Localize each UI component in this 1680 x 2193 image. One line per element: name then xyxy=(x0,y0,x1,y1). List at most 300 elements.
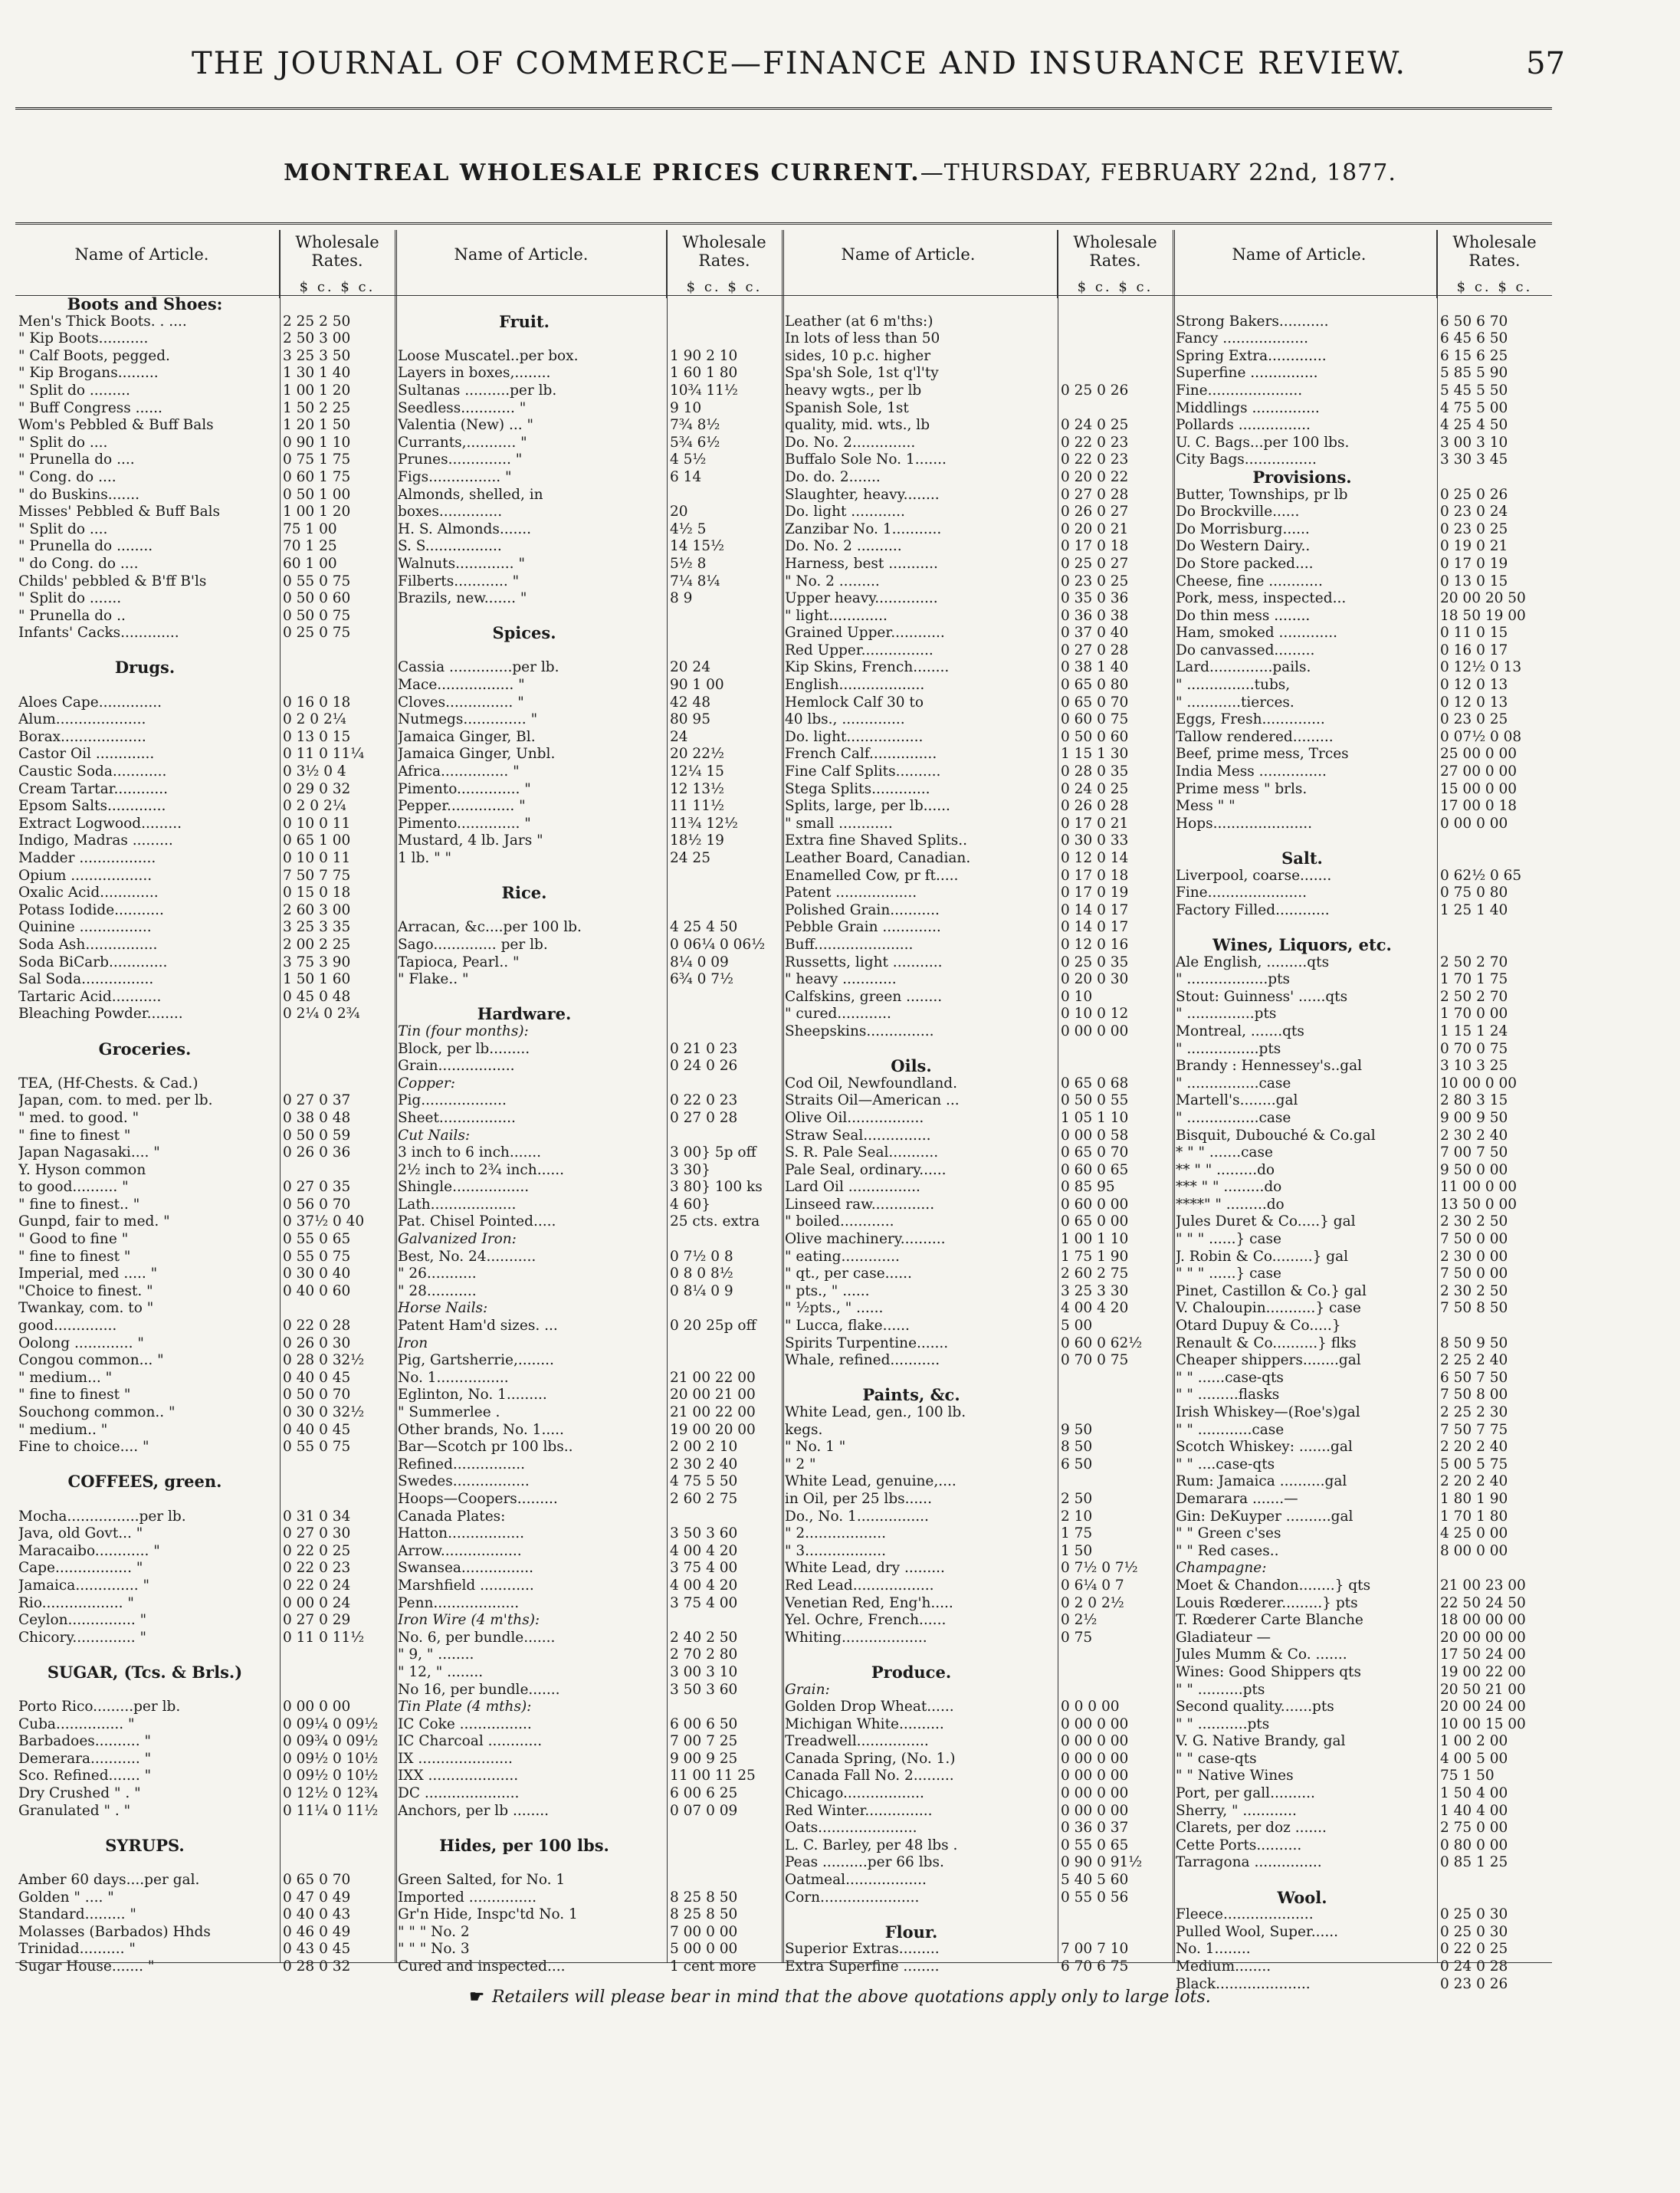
price-row xyxy=(782,504,1173,521)
article-name: Best, No. 24........... xyxy=(398,1248,536,1265)
price-row xyxy=(395,1612,782,1630)
price-row xyxy=(1173,1179,1552,1197)
price-row xyxy=(15,711,395,729)
article-rate: 0 25 0 75 xyxy=(283,625,351,642)
article-name: Tin (four months): xyxy=(398,1023,529,1039)
article-rate: 0 12½ 0 13 xyxy=(1440,659,1522,676)
article-rate: 0 09½ 0 10½ xyxy=(283,1750,379,1767)
section-heading xyxy=(15,1664,395,1682)
article-rate: 1 15 1 30 xyxy=(1061,746,1129,763)
article-name: " " ......case-qts xyxy=(1176,1369,1284,1386)
article-name: Gunpd, fair to med. " xyxy=(18,1213,170,1230)
section-heading-text: COFFEES, green. xyxy=(67,1473,222,1491)
price-row xyxy=(1173,1509,1552,1526)
price-row xyxy=(15,729,395,747)
article-rate: 21 00 23 00 xyxy=(1440,1577,1526,1594)
article-rate: 0 29 0 32 xyxy=(283,780,351,797)
article-name: " Cong. do .... xyxy=(18,468,116,485)
price-row xyxy=(395,1300,782,1318)
article-rate: 0 22 0 23 xyxy=(283,1560,351,1577)
article-name: Cream Tartar............ xyxy=(18,780,169,797)
article-rate: 12 13½ xyxy=(670,780,724,797)
article-name: White Lead, dry ......... xyxy=(785,1560,945,1577)
article-rate: 0 17 0 18 xyxy=(1061,538,1129,555)
article-name: Infants' Cacks............. xyxy=(18,625,179,642)
price-row xyxy=(15,832,395,850)
article-rate: 2 60 3 00 xyxy=(283,901,351,918)
article-rate: 2 20 2 40 xyxy=(1440,1473,1508,1490)
article-rate: 2 30 2 40 xyxy=(1440,1127,1508,1144)
price-row xyxy=(1173,1110,1552,1128)
article-name: " ...............pts xyxy=(1176,1006,1277,1023)
article-name: Harness, best ........... xyxy=(785,555,938,572)
article-name: ****" " .........do xyxy=(1176,1196,1285,1213)
price-column-4 xyxy=(1173,230,1552,1992)
price-row xyxy=(782,625,1173,642)
article-rate: 7¾ 8½ xyxy=(670,417,720,434)
article-rate: 1 75 1 90 xyxy=(1061,1248,1129,1265)
wholesale-rates-header: Wholesale Rates. $ c. $ c. xyxy=(666,230,782,298)
price-row xyxy=(782,659,1173,677)
article-name: Fleece.................... xyxy=(1176,1906,1314,1923)
article-rate: 0 28 0 32 xyxy=(283,1958,351,1975)
price-row xyxy=(395,832,782,850)
article-name: Ceylon............... " xyxy=(18,1612,147,1629)
price-row xyxy=(395,1733,782,1751)
article-rate: 1 30 1 40 xyxy=(283,365,351,382)
article-name: Medium........ xyxy=(1176,1958,1271,1975)
article-rate: 0 3½ 0 4 xyxy=(283,763,346,780)
column-header xyxy=(782,230,1173,296)
article-name: Extra Superfine ........ xyxy=(785,1958,940,1975)
article-rate: 0 00 0 58 xyxy=(1061,1127,1129,1144)
article-name: Golden Drop Wheat...... xyxy=(785,1699,954,1715)
price-row xyxy=(782,1439,1173,1456)
price-row xyxy=(782,1751,1173,1768)
price-row xyxy=(395,937,782,954)
price-row xyxy=(15,798,395,816)
article-name: Mocha................per lb. xyxy=(18,1508,186,1525)
price-row xyxy=(782,1525,1173,1543)
article-name: " Lucca, flake...... xyxy=(785,1318,910,1335)
article-rate: 0 2 0 2½ xyxy=(1061,1594,1124,1611)
article-rate: 9 50 0 00 xyxy=(1440,1161,1508,1178)
article-rate: 0 2½ xyxy=(1061,1612,1098,1629)
article-rate: 11¾ 12½ xyxy=(670,815,738,832)
article-name: 2½ inch to 2¾ inch...... xyxy=(398,1161,564,1178)
article-rate: 42 48 xyxy=(670,694,710,711)
price-row xyxy=(1173,1577,1552,1595)
article-name: Do canvassed......... xyxy=(1176,642,1315,658)
article-rate: 8 25 8 50 xyxy=(670,1889,738,1906)
article-name: Potass Iodide........... xyxy=(18,901,164,918)
price-row xyxy=(1173,487,1552,504)
article-name: English................... xyxy=(785,677,925,694)
price-row xyxy=(395,451,782,469)
price-row xyxy=(1173,1128,1552,1145)
price-row xyxy=(15,1162,395,1180)
article-rate: 3 25 3 50 xyxy=(283,347,351,364)
price-row xyxy=(782,1785,1173,1803)
article-name: S. S................. xyxy=(398,538,502,555)
price-row xyxy=(15,330,395,348)
price-row xyxy=(15,694,395,712)
article-rate: 10 00 0 00 xyxy=(1440,1075,1518,1092)
price-row xyxy=(1173,781,1552,799)
article-rate: 25 00 0 00 xyxy=(1440,746,1518,763)
price-row xyxy=(782,469,1173,487)
article-rate: 18 00 00 00 xyxy=(1440,1612,1526,1629)
article-rate: 0 23 0 25 xyxy=(1440,520,1508,537)
price-row xyxy=(395,659,782,677)
article-name: Mess " " xyxy=(1176,798,1235,815)
price-row xyxy=(782,573,1173,591)
price-row xyxy=(395,642,782,660)
article-name: DC ..................... xyxy=(398,1785,520,1802)
article-name: White Lead, genuine,.... xyxy=(785,1473,956,1490)
article-name: Bisquit, Dubouché & Co.gal xyxy=(1176,1127,1376,1144)
price-row xyxy=(1173,1491,1552,1509)
article-name: Tin Plate (4 mths): xyxy=(398,1699,532,1715)
article-rate: 0 30 0 32½ xyxy=(283,1404,365,1420)
article-rate: 0 09½ 0 10½ xyxy=(283,1768,379,1784)
article-rate: 0 11 0 11½ xyxy=(283,1629,365,1646)
article-name: Do. light ............ xyxy=(785,504,905,520)
price-row xyxy=(1173,816,1552,833)
article-rate: 0 90 1 10 xyxy=(283,434,351,451)
article-name: Cut Nails: xyxy=(398,1127,471,1144)
article-rate: 2 00 2 25 xyxy=(283,936,351,953)
article-name: Demerara........... " xyxy=(18,1750,152,1767)
article-name: Pork, mess, inspected... xyxy=(1176,590,1347,607)
article-name: Butter, Townships, pr lb xyxy=(1176,486,1348,503)
article-name: No. 1................ xyxy=(398,1369,509,1386)
article-rate: 0 55 0 56 xyxy=(1061,1889,1129,1906)
price-row xyxy=(395,538,782,556)
article-rate: 0 85 95 xyxy=(1061,1179,1115,1196)
price-row xyxy=(395,1335,782,1353)
price-row xyxy=(395,1456,782,1474)
article-rate: 20 xyxy=(670,504,688,520)
article-rate: 0 26 0 27 xyxy=(1061,504,1129,520)
article-rate: 0 65 0 70 xyxy=(283,1872,351,1889)
article-name: Oatmeal.................. xyxy=(785,1872,927,1889)
article-rate: 6 15 6 25 xyxy=(1440,347,1508,364)
price-row xyxy=(1173,330,1552,348)
article-rate: 70 1 25 xyxy=(283,538,337,555)
price-row xyxy=(782,556,1173,573)
price-row xyxy=(15,556,395,573)
price-row xyxy=(395,1751,782,1768)
price-row xyxy=(395,971,782,989)
price-row xyxy=(782,1300,1173,1318)
price-row xyxy=(15,1249,395,1266)
price-row xyxy=(1173,1439,1552,1456)
article-rate: 0 75 xyxy=(1061,1629,1093,1646)
article-rate: 0 22 0 23 xyxy=(670,1092,738,1109)
price-row xyxy=(395,296,782,314)
article-name: " fine to finest " xyxy=(18,1387,131,1403)
article-rate: 6¾ 0 7½ xyxy=(670,971,733,988)
article-name: " Kip Brogans......... xyxy=(18,365,159,382)
price-row xyxy=(1173,885,1552,902)
article-rate: 0 47 0 49 xyxy=(283,1889,351,1906)
article-name: Kip Skins, French........ xyxy=(785,659,950,676)
price-rows xyxy=(395,296,782,1976)
article-name: T. Rœderer Carte Blanche xyxy=(1176,1612,1363,1629)
article-name: Linseed raw.............. xyxy=(785,1196,935,1213)
article-rate: 0 12 0 16 xyxy=(1061,936,1129,953)
article-rate: 0 26 0 36 xyxy=(283,1144,351,1161)
price-row xyxy=(395,1110,782,1128)
article-rate: 0 17 0 19 xyxy=(1061,885,1129,901)
article-rate: 0 11 0 15 xyxy=(1440,625,1508,642)
article-rate: 5¾ 6½ xyxy=(670,434,720,451)
price-row xyxy=(782,1266,1173,1283)
article-name: Tartaric Acid........... xyxy=(18,988,162,1005)
price-row xyxy=(1173,1318,1552,1335)
price-row xyxy=(15,677,395,694)
article-name: Cape................. " xyxy=(18,1560,143,1577)
article-rate: 1 05 1 10 xyxy=(1061,1109,1129,1126)
article-name: " 28........... xyxy=(398,1282,477,1299)
article-rate: 3 25 3 30 xyxy=(1061,1282,1129,1299)
article-rate: 2 10 xyxy=(1061,1508,1093,1525)
article-rate: 0 65 0 80 xyxy=(1061,677,1129,694)
article-name: Zanzibar No. 1........... xyxy=(785,520,942,537)
price-row xyxy=(782,1041,1173,1059)
article-name: heavy wgts., per lb xyxy=(785,382,922,399)
price-row xyxy=(15,1820,395,1837)
article-rate: 0 10 0 11 xyxy=(283,815,351,832)
article-name: " Calf Boots, pegged. xyxy=(18,347,170,364)
article-rate: 21 00 22 00 xyxy=(670,1369,756,1386)
article-name: Calfskins, green ........ xyxy=(785,988,943,1005)
article-name: Ale English, .........qts xyxy=(1176,954,1330,970)
article-rate: 0 13 0 15 xyxy=(283,728,351,745)
article-name: " Good to fine " xyxy=(18,1231,129,1248)
article-name: Chicago.................. xyxy=(785,1785,924,1802)
article-rate: 3 30 3 45 xyxy=(1440,451,1508,468)
section-heading-text: Groceries. xyxy=(98,1040,192,1059)
article-name: " 3.................. xyxy=(785,1542,887,1559)
article-name: Otard Dupuy & Co.....} xyxy=(1176,1318,1341,1335)
article-name: Sultanas ..........per lb. xyxy=(398,382,557,399)
article-name: Second quality.......pts xyxy=(1176,1699,1334,1715)
article-name: Straits Oil—American ... xyxy=(785,1092,960,1109)
price-row xyxy=(782,1352,1173,1370)
price-row xyxy=(782,1023,1173,1041)
column-header xyxy=(1173,230,1552,296)
article-rate: 0 6¼ 0 7 xyxy=(1061,1577,1124,1594)
article-rate: 0 28 0 35 xyxy=(1061,763,1129,780)
price-row xyxy=(395,417,782,435)
article-name: " 9, " ........ xyxy=(398,1646,474,1663)
price-row xyxy=(1173,1404,1552,1422)
price-row xyxy=(1173,1006,1552,1023)
article-rate: 3 75 3 90 xyxy=(283,954,351,970)
article-rate: 7 00 0 00 xyxy=(670,1923,738,1940)
article-name: " small ............ xyxy=(785,815,893,832)
price-row xyxy=(782,1404,1173,1422)
article-name: IX ..................... xyxy=(398,1750,513,1767)
section-heading xyxy=(395,1006,782,1023)
article-rate: 3 50 3 60 xyxy=(670,1681,738,1698)
price-row xyxy=(782,1197,1173,1214)
article-rate: 4 5½ xyxy=(670,451,707,468)
price-row xyxy=(782,314,1173,331)
price-row xyxy=(395,1854,782,1872)
article-name: " 2.................. xyxy=(785,1525,887,1542)
article-rate: 9 50 xyxy=(1061,1421,1093,1438)
price-row xyxy=(15,538,395,556)
article-name: White Lead, gen., 100 lb. xyxy=(785,1404,966,1420)
price-row xyxy=(1173,1854,1552,1872)
article-name: " medium.. " xyxy=(18,1421,108,1438)
article-rate: 17 00 0 18 xyxy=(1440,798,1518,815)
price-row xyxy=(1173,1924,1552,1942)
article-rate: 9 10 xyxy=(670,399,702,416)
price-row xyxy=(782,798,1173,816)
article-rate: 0 40 0 60 xyxy=(283,1282,351,1299)
article-name: " " ....case-qts xyxy=(1176,1456,1275,1472)
price-row xyxy=(782,694,1173,712)
article-name: Tallow rendered......... xyxy=(1176,728,1334,745)
article-name: Sheepskins............... xyxy=(785,1023,934,1039)
price-row xyxy=(15,1872,395,1889)
article-name: ** " " .........do xyxy=(1176,1161,1275,1178)
article-rate: 4 25 0 00 xyxy=(1440,1525,1508,1542)
price-row xyxy=(1173,832,1552,850)
article-name: Black..................... xyxy=(1176,1975,1311,1992)
price-row xyxy=(15,435,395,452)
article-rate: 19 00 22 00 xyxy=(1440,1663,1526,1680)
article-rate: 0 20 0 21 xyxy=(1061,520,1129,537)
article-rate: 0 25 0 30 xyxy=(1440,1906,1508,1923)
article-rate: 2 60 2 75 xyxy=(1061,1266,1129,1282)
article-rate: 0 7½ 0 8 xyxy=(670,1248,733,1265)
article-rate: 5 85 5 90 xyxy=(1440,365,1508,382)
price-row xyxy=(782,1803,1173,1820)
price-row xyxy=(1173,746,1552,763)
article-name: Pig................... xyxy=(398,1092,507,1109)
article-rate: 0 20 25p off xyxy=(670,1318,756,1335)
price-row xyxy=(395,1595,782,1613)
article-name: Canada Plates: xyxy=(398,1508,506,1525)
price-row xyxy=(15,1352,395,1370)
article-name: Madder ................. xyxy=(18,850,156,866)
price-row xyxy=(782,989,1173,1006)
article-name: Stega Splits............. xyxy=(785,780,930,797)
article-name: " medium... " xyxy=(18,1369,113,1386)
price-row xyxy=(782,1231,1173,1249)
article-name: " " Red cases.. xyxy=(1176,1542,1279,1559)
price-row xyxy=(1173,659,1552,677)
masthead-rule xyxy=(15,107,1552,110)
price-row xyxy=(15,1128,395,1145)
article-name: " Split do .... xyxy=(18,434,108,451)
currency-header: $ c. $ c. xyxy=(1077,279,1153,295)
price-row xyxy=(1173,902,1552,920)
price-row xyxy=(1173,694,1552,712)
price-row xyxy=(782,608,1173,625)
price-row xyxy=(782,1958,1173,1976)
article-name: Seedless............ " xyxy=(398,399,527,416)
price-row xyxy=(395,1803,782,1820)
price-row xyxy=(1173,677,1552,694)
article-name: Rum: Jamaica ..........gal xyxy=(1176,1473,1347,1490)
price-row xyxy=(395,902,782,920)
price-row xyxy=(15,1509,395,1526)
article-rate: 1 80 1 90 xyxy=(1440,1490,1508,1507)
article-rate: 0 38 1 40 xyxy=(1061,659,1129,676)
article-rate: 0 65 0 70 xyxy=(1061,1144,1129,1161)
price-row xyxy=(1173,1249,1552,1266)
article-rate: 5 00 5 75 xyxy=(1440,1456,1508,1472)
article-rate: 1 20 1 50 xyxy=(283,417,351,434)
article-rate: 0 60 0 65 xyxy=(1061,1161,1129,1178)
price-row xyxy=(395,1422,782,1440)
article-name: Brazils, new....... " xyxy=(398,590,527,607)
article-rate: 0 15 0 18 xyxy=(283,885,351,901)
section-heading-text: Wines, Liquors, etc. xyxy=(1212,936,1392,954)
price-row xyxy=(1173,1335,1552,1353)
article-name: Loose Muscatel..per box. xyxy=(398,347,579,364)
article-name: Pulled Wool, Super...... xyxy=(1176,1923,1339,1940)
article-name: Pimento.............. " xyxy=(398,780,531,797)
article-name: Polished Grain........... xyxy=(785,901,940,918)
article-name: Brandy : Hennessey's..gal xyxy=(1176,1058,1363,1075)
article-rate: 11 11½ xyxy=(670,798,724,815)
article-rate: 0 55 0 75 xyxy=(283,1248,351,1265)
article-rate: 0 25 0 26 xyxy=(1440,486,1508,503)
article-rate: 1 50 1 60 xyxy=(283,971,351,988)
article-name: Buff...................... xyxy=(785,936,914,953)
article-name: Epsom Salts............. xyxy=(18,798,166,815)
price-row xyxy=(15,1543,395,1561)
article-rate: 0 0 0 00 xyxy=(1061,1699,1120,1715)
article-rate: 0 12½ 0 12¾ xyxy=(283,1785,379,1802)
article-rate: 7 50 0 00 xyxy=(1440,1231,1508,1248)
article-rate: 0 70 0 75 xyxy=(1440,1040,1508,1057)
price-row xyxy=(395,400,782,418)
article-name: Fancy ................... xyxy=(1176,330,1308,347)
article-rate: 5 00 0 00 xyxy=(670,1941,738,1958)
article-rate: 0 40 0 45 xyxy=(283,1421,351,1438)
article-name: Port, per gall.......... xyxy=(1176,1785,1315,1802)
article-rate: 5½ 8 xyxy=(670,555,707,572)
article-name: Stout: Guinness' ......qts xyxy=(1176,988,1348,1005)
article-rate: 2 75 0 00 xyxy=(1440,1820,1508,1837)
article-name: Refined................ xyxy=(398,1456,526,1472)
price-row xyxy=(782,400,1173,418)
article-name: Oolong ............. " xyxy=(18,1335,144,1351)
article-rate: 4 00 5 00 xyxy=(1440,1750,1508,1767)
article-rate: 0 50 1 00 xyxy=(283,486,351,503)
price-row xyxy=(782,729,1173,747)
article-name: Renault & Co..........} flks xyxy=(1176,1335,1357,1351)
price-row xyxy=(782,868,1173,885)
article-name: Jamaica.............. " xyxy=(18,1577,150,1594)
article-name: Peas ..........per 66 lbs. xyxy=(785,1854,944,1871)
article-rate: 0 55 0 75 xyxy=(283,573,351,589)
price-row xyxy=(1173,1543,1552,1561)
article-name: Gin: DeKuyper ..........gal xyxy=(1176,1508,1354,1525)
section-heading xyxy=(782,1664,1173,1682)
article-name: " Split do .... xyxy=(18,520,108,537)
section-heading-text: Oils. xyxy=(891,1058,932,1075)
price-row xyxy=(15,1335,395,1353)
